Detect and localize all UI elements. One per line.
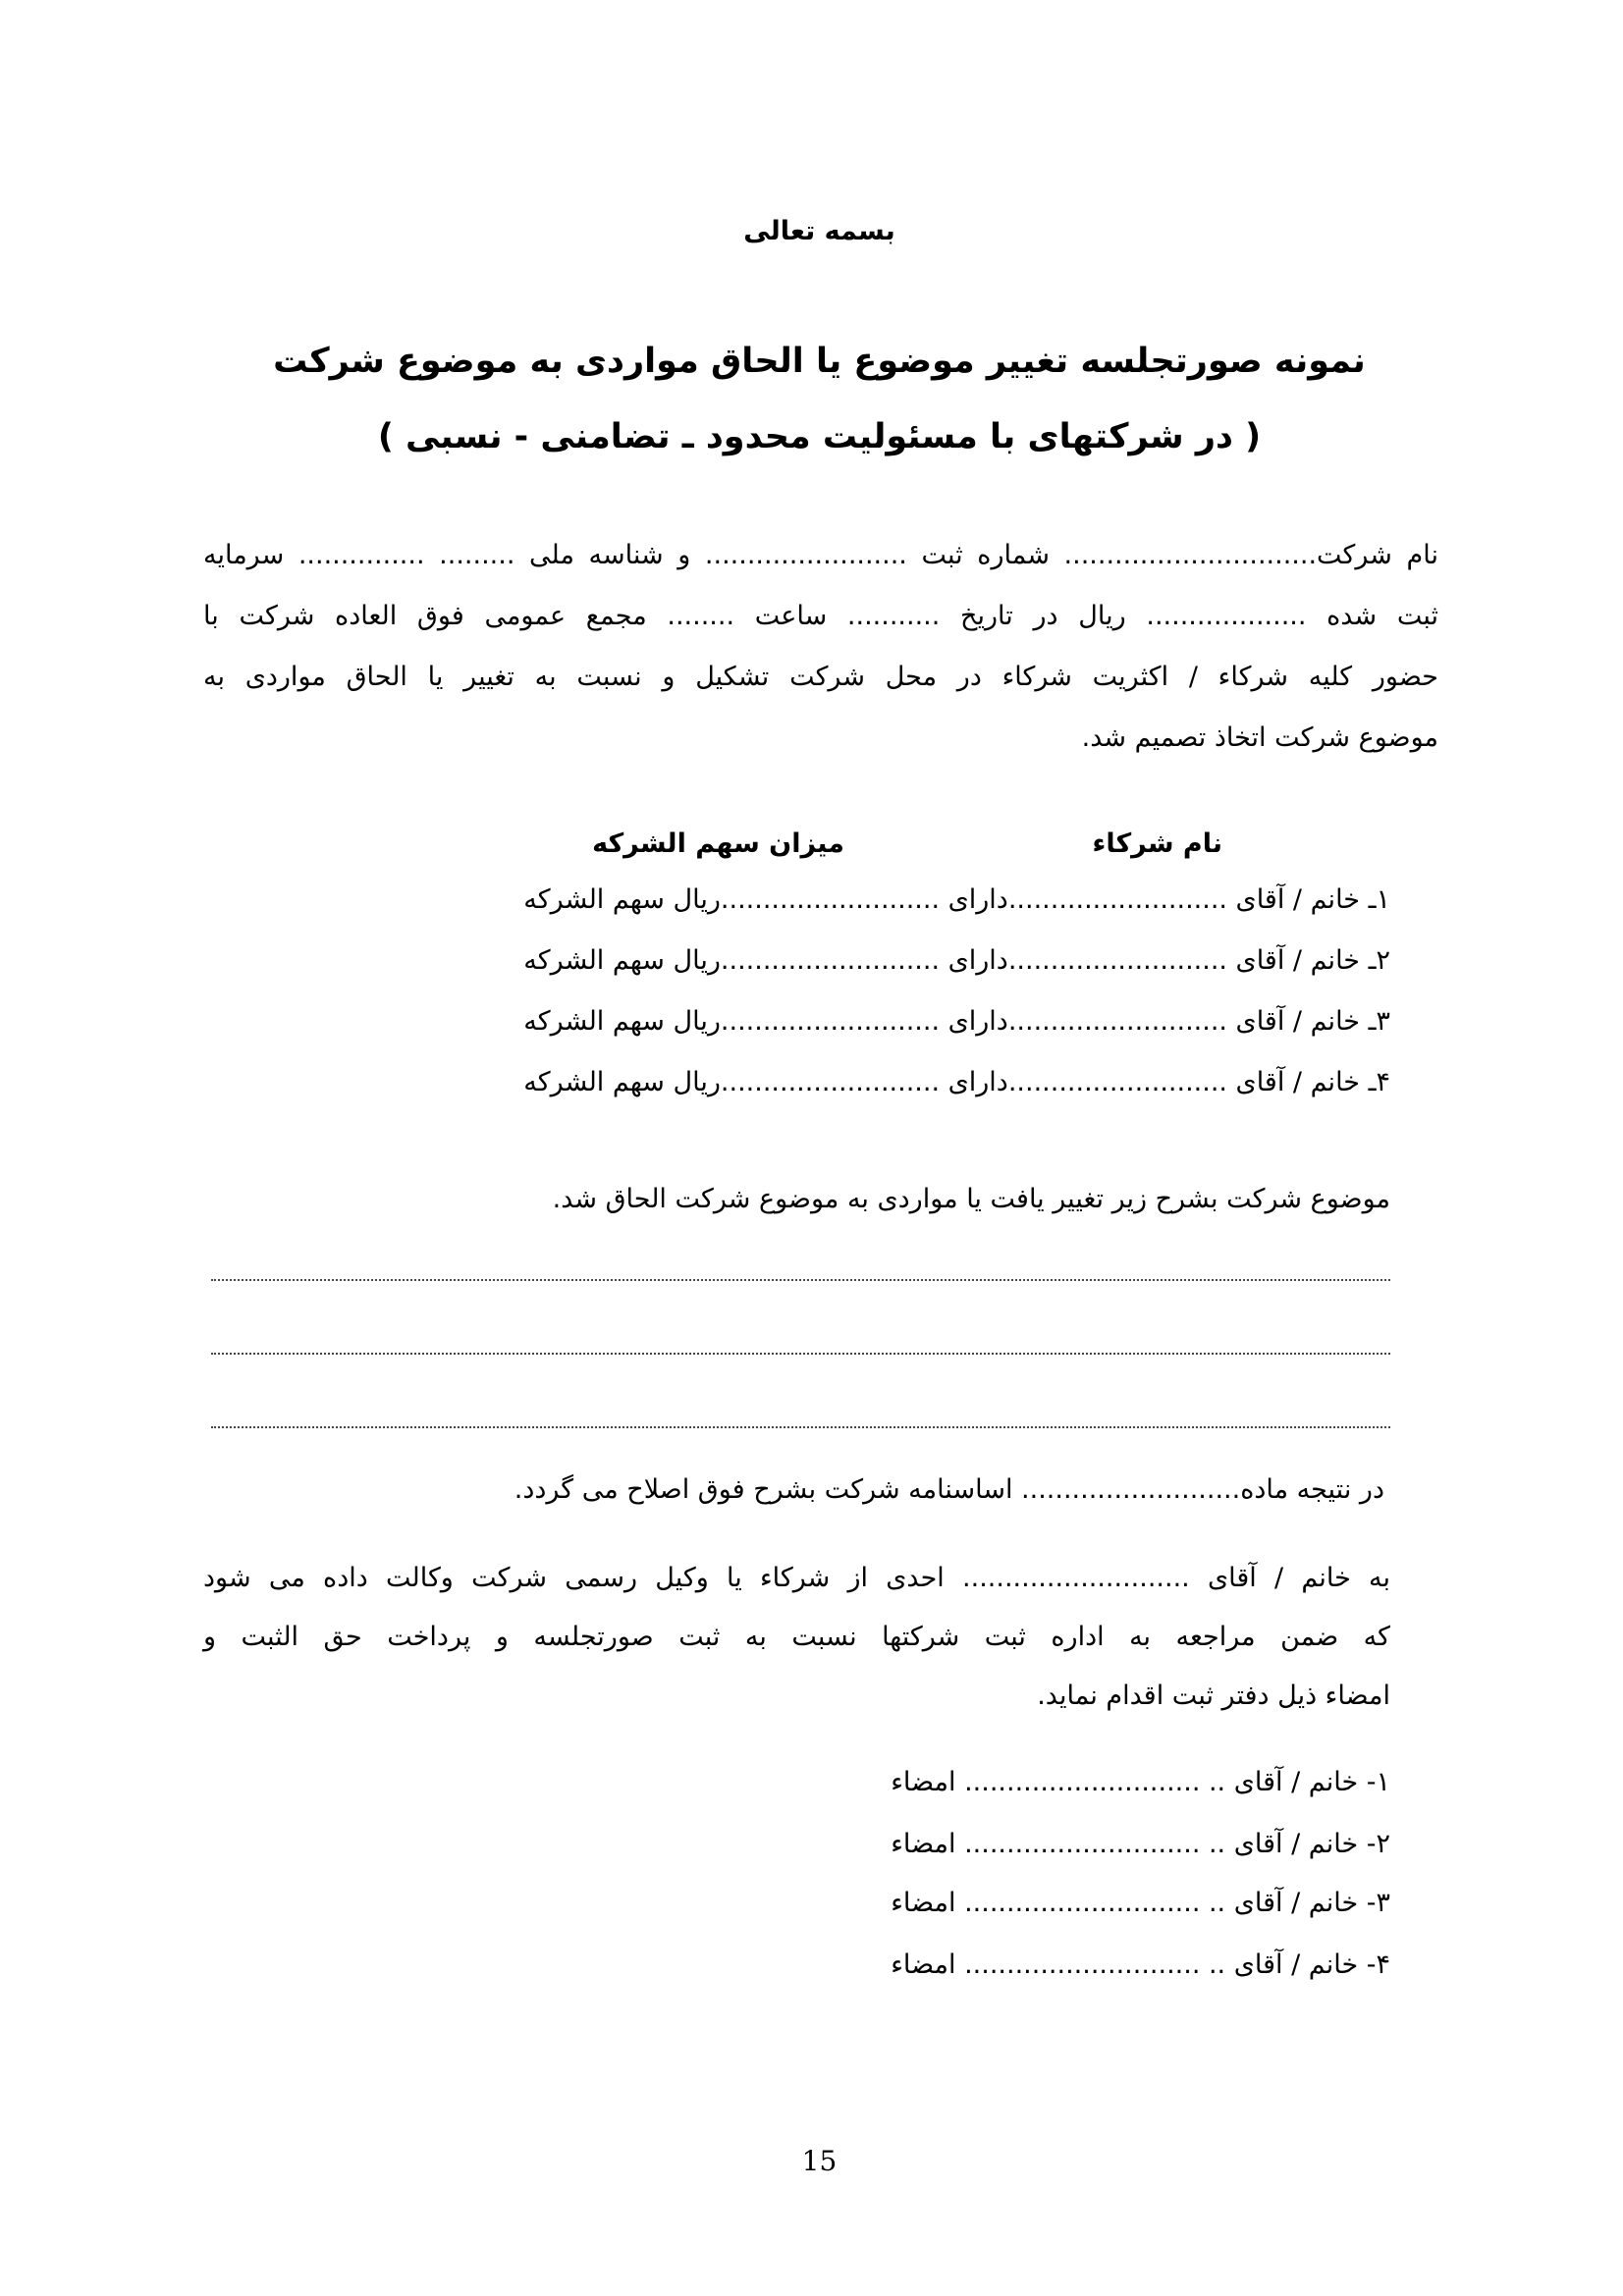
partner-row: ۱ـ خانم / آقای ..........................دارای ..........................ریال سهم الشرکه [523, 884, 1390, 915]
invocation-heading: بسمه تعالی [743, 216, 895, 246]
intro-line: حضور کلیه شرکاء / اکثریت شرکاء در محل شرکت تشکیل و نسبت به تغییر یا الحاق مواردی به [203, 662, 1438, 692]
partners-share-header: میزان سهم الشرکه [592, 828, 844, 859]
blank-dotted-line [211, 1426, 1390, 1428]
signature-row: ۳- خانم / آقای .. ............................ امضاء [891, 1888, 1390, 1918]
intro-line: ثبت شده ................... ریال در تاریخ ........... ساعت ........ مجمع عمومی فوق العاده شرکت با [203, 601, 1438, 631]
intro-line: نام شرکت.............................. شماره ثبت ........................ و شناسه ملی ......... ............... سرمایه [203, 540, 1438, 570]
subject-change-statement: موضوع شرکت بشرح زیر تغییر یافت یا مواردی به موضوع شرکت الحاق شد. [552, 1184, 1390, 1214]
authorization-line: به خانم / آقای ........................... احدی از شرکاء یا وکیل رسمی شرکت وکالت داده می شود [203, 1563, 1390, 1593]
article-amendment: در نتیجه ماده.......................... اساسنامه شرکت بشرح فوق اصلاح می گردد. [514, 1474, 1384, 1505]
partner-row: ۴ـ خانم / آقای ..........................دارای ..........................ریال سهم الشرکه [523, 1067, 1390, 1097]
blank-dotted-line [211, 1279, 1390, 1281]
intro-line: موضوع شرکت اتخاذ تصمیم شد. [1081, 722, 1438, 753]
signature-row: ۴- خانم / آقای .. ............................ امضاء [891, 1949, 1390, 1980]
signature-row: ۱- خانم / آقای .. ............................ امضاء [891, 1767, 1390, 1797]
signature-row: ۲- خانم / آقای .. ............................ امضاء [891, 1829, 1390, 1859]
partners-name-header: نام شرکاء [1092, 828, 1222, 859]
partner-row: ۲ـ خانم / آقای ..........................دارای ..........................ریال سهم الشرکه [523, 945, 1390, 976]
blank-dotted-line [211, 1353, 1390, 1355]
authorization-line: امضاء ذیل دفتر ثبت اقدام نماید. [1037, 1681, 1390, 1711]
title-line-1: نمونه صورتجلسه تغییر موضوع یا الحاق مواردی به موضوع شرکت [273, 342, 1366, 381]
partner-row: ۳ـ خانم / آقای ..........................دارای ..........................ریال سهم الشرکه [523, 1006, 1390, 1037]
title-line-2: ( در شرکتهای با مسئولیت محدود ـ تضامنی - نسبی ) [377, 417, 1262, 456]
page-number: 15 [801, 2145, 838, 2177]
authorization-line: که ضمن مراجعه به اداره ثبت شرکتها نسبت به ثبت صورتجلسه و پرداخت حق الثبت و [203, 1622, 1390, 1652]
